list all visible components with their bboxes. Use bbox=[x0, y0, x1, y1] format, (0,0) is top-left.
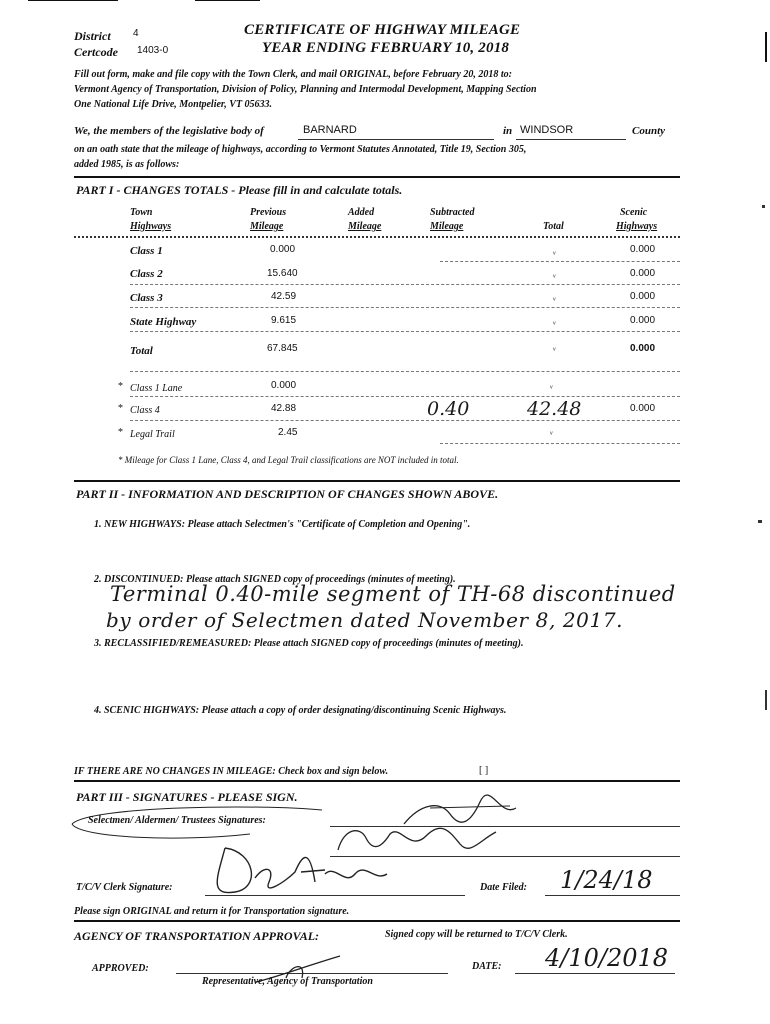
oath-county-label: County bbox=[632, 125, 666, 137]
clerk-signature-label: T/C/V Clerk Signature: bbox=[76, 882, 173, 893]
col-prev-2: Mileage bbox=[250, 221, 284, 232]
oath-we-label: We, the members of the legislative body of bbox=[74, 125, 264, 137]
asterisk: * bbox=[118, 381, 123, 392]
row-class1-previous: 0.000 bbox=[270, 244, 296, 255]
certificate-year: YEAR ENDING FEBRUARY 10, 2018 bbox=[262, 40, 510, 56]
part2-item-discontinued: 2. DISCONTINUED: Please attach SIGNED copy of proceedings (minutes of meeting). bbox=[94, 574, 456, 585]
col-scenic-1: Scenic bbox=[620, 207, 648, 218]
col-sub-1: Subtracted bbox=[430, 207, 475, 218]
check-mark: ᵥ bbox=[550, 381, 553, 390]
certcode-value: 1403-0 bbox=[137, 45, 169, 56]
part3-top-rule bbox=[74, 780, 680, 782]
top-mid-scan-mark bbox=[195, 0, 260, 1]
right-edge-scan-mark bbox=[765, 32, 767, 62]
col-added-2: Mileage bbox=[348, 221, 382, 232]
row-rule bbox=[130, 284, 680, 285]
date-filed-line bbox=[545, 895, 680, 896]
row-rule bbox=[440, 261, 680, 262]
col-added-1: Added bbox=[348, 207, 375, 218]
row-class4-subtracted: 0.40 bbox=[427, 398, 470, 420]
certcode-label: Certcode bbox=[74, 45, 118, 59]
row-class3-label: Class 3 bbox=[130, 292, 163, 304]
town-underline bbox=[298, 139, 494, 140]
row-rule bbox=[440, 443, 680, 444]
oath-in-label: in bbox=[503, 125, 513, 137]
col-prev-1: Previous bbox=[250, 207, 287, 218]
no-change-checkbox[interactable]: [ ] bbox=[479, 765, 489, 776]
clerk-sig-line bbox=[205, 895, 465, 896]
district-label: District bbox=[74, 29, 111, 43]
row-total-label: Total bbox=[130, 345, 153, 357]
approved-label: APPROVED: bbox=[92, 963, 149, 974]
sign-original-instruction: Please sign ORIGINAL and return it for Transportation signature. bbox=[74, 906, 350, 917]
col-total: Total bbox=[543, 221, 564, 232]
part2-item-scenic: 4. SCENIC HIGHWAYS: Please attach a copy of order designating/discontinuing Scenic Highways. bbox=[94, 705, 507, 716]
row-rule bbox=[130, 331, 680, 332]
row-class2-scenic: 0.000 bbox=[630, 268, 656, 279]
certificate-title: CERTIFICATE OF HIGHWAY MILEAGE bbox=[244, 22, 521, 38]
check-mark: ᵥ bbox=[553, 293, 556, 302]
row-class1-scenic: 0.000 bbox=[630, 244, 656, 255]
intro-line-1: Fill out form, make and file copy with the Town Clerk, and mail ORIGINAL, before February 20, 2018 to: bbox=[74, 69, 512, 80]
no-change-text: IF THERE ARE NO CHANGES IN MILEAGE: Check box and sign below. bbox=[74, 766, 389, 777]
scan-speck bbox=[762, 205, 765, 208]
row-state-previous: 9.615 bbox=[271, 315, 297, 326]
row-class1-label: Class 1 bbox=[130, 245, 163, 257]
part2-item-reclassified: 3. RECLASSIFIED/REMEASURED: Please attach SIGNED copy of proceedings (minutes of meeting). bbox=[94, 638, 524, 649]
part1-title: PART I - CHANGES TOTALS - Please fill in and calculate totals. bbox=[76, 183, 403, 197]
col-sub-2: Mileage bbox=[430, 221, 464, 232]
oath-line-3: added 1985, is as follows: bbox=[74, 159, 180, 170]
check-mark: ᵥ bbox=[550, 427, 553, 436]
scan-speck bbox=[765, 690, 767, 710]
agency-note: Signed copy will be returned to T/C/V Clerk. bbox=[385, 929, 568, 940]
part3-title: PART III - SIGNATURES - PLEASE SIGN. bbox=[76, 790, 298, 804]
row-class4-previous: 42.88 bbox=[271, 403, 297, 414]
agency-date-label: DATE: bbox=[472, 961, 502, 972]
row-class3-previous: 42.59 bbox=[271, 291, 297, 302]
discontinued-note-line2: by order of Selectmen dated November 8, 2017. bbox=[106, 608, 624, 632]
agency-title: AGENCY OF TRANSPORTATION APPROVAL: bbox=[74, 929, 320, 943]
row-class4-total: 42.48 bbox=[527, 398, 582, 420]
col-town-1: Town bbox=[130, 207, 153, 218]
selectmen-signatures-label: Selectmen/ Aldermen/ Trustees Signatures: bbox=[88, 815, 266, 826]
row-class4-label: Class 4 bbox=[130, 405, 160, 416]
asterisk: * bbox=[118, 403, 123, 414]
row-rule bbox=[130, 307, 680, 308]
row-rule bbox=[130, 371, 680, 372]
date-filed-label: Date Filed: bbox=[480, 882, 527, 893]
clerk-signature bbox=[205, 838, 405, 898]
row-total-scenic: 0.000 bbox=[630, 343, 656, 354]
intro-line-3: One National Life Drive, Montpelier, VT 05633. bbox=[74, 99, 273, 110]
part2-item-new: 1. NEW HIGHWAYS: Please attach Selectmen's "Certificate of Completion and Opening". bbox=[94, 519, 471, 530]
row-state-scenic: 0.000 bbox=[630, 315, 656, 326]
agency-date-line bbox=[515, 973, 675, 974]
check-mark: ᵥ bbox=[553, 317, 556, 326]
col-town-2: Highways bbox=[130, 221, 172, 232]
col-scenic-2: Highways bbox=[616, 221, 658, 232]
row-rule bbox=[130, 420, 680, 421]
row-legaltrail-label: Legal Trail bbox=[130, 429, 175, 440]
part2-title: PART II - INFORMATION AND DESCRIPTION OF CHANGES SHOWN ABOVE. bbox=[76, 487, 499, 501]
date-filed-value: 1/24/18 bbox=[560, 866, 653, 894]
top-left-scan-mark bbox=[28, 0, 118, 1]
intro-line-2: Vermont Agency of Transportation, Division of Policy, Planning and Intermodal Development, Mapping Section bbox=[74, 84, 537, 95]
district-value: 4 bbox=[133, 28, 139, 39]
row-state-label: State Highway bbox=[130, 316, 197, 328]
row-rule bbox=[130, 396, 680, 397]
oath-line-2: on an oath state that the mileage of highways, according to Vermont Statutes Annotated, Title 19, Section 305, bbox=[74, 144, 527, 155]
part1-top-rule bbox=[74, 176, 680, 178]
row-total-previous: 67.845 bbox=[267, 343, 298, 354]
row-class2-label: Class 2 bbox=[130, 268, 163, 280]
county-underline bbox=[516, 139, 626, 140]
row-class2-previous: 15.640 bbox=[267, 268, 298, 279]
row-c1lane-previous: 0.000 bbox=[271, 380, 297, 391]
agency-date-value: 4/10/2018 bbox=[545, 944, 669, 972]
agency-top-rule bbox=[74, 920, 680, 922]
row-class3-scenic: 0.000 bbox=[630, 291, 656, 302]
part2-top-rule bbox=[74, 480, 680, 482]
check-mark: ᵥ bbox=[553, 343, 556, 352]
town-name: BARNARD bbox=[303, 124, 357, 136]
row-class4-scenic: 0.000 bbox=[630, 403, 656, 414]
check-mark: ᵥ bbox=[553, 247, 556, 256]
header-dotted-rule bbox=[74, 236, 680, 238]
scan-speck bbox=[758, 520, 762, 523]
county-name: WINDSOR bbox=[520, 124, 574, 136]
part1-footnote: * Mileage for Class 1 Lane, Class 4, and Legal Trail classifications are NOT included in total. bbox=[118, 455, 459, 465]
check-mark: ᵥ bbox=[553, 270, 556, 279]
row-legaltrail-previous: 2.45 bbox=[278, 427, 298, 438]
rep-label: Representative, Agency of Transportation bbox=[202, 976, 373, 987]
asterisk: * bbox=[118, 427, 123, 438]
discontinued-note-line1: Terminal 0.40-mile segment of TH-68 discontinued bbox=[110, 582, 676, 606]
row-c1lane-label: Class 1 Lane bbox=[130, 383, 183, 394]
